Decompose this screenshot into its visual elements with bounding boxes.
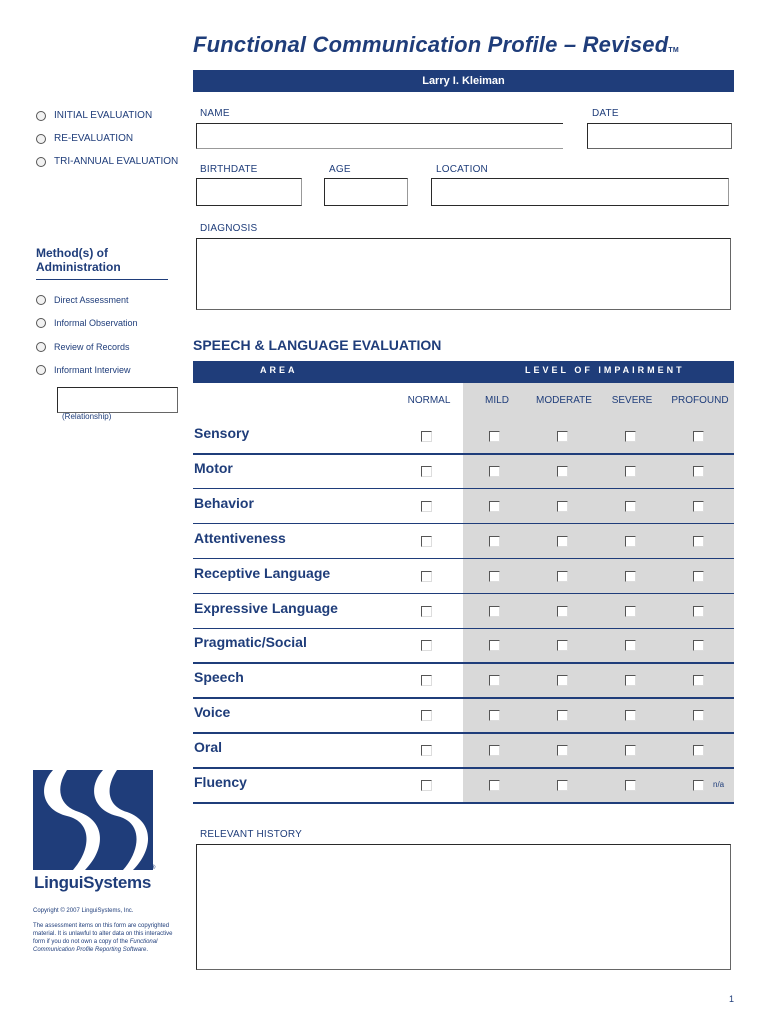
form-title-text: Functional Communication Profile – Revised	[193, 32, 669, 57]
checkbox-normal[interactable]	[421, 675, 432, 686]
checkbox-normal[interactable]	[421, 466, 432, 477]
checkbox-normal[interactable]	[421, 710, 432, 721]
radio-circle-icon[interactable]	[36, 365, 46, 375]
checkbox-severe[interactable]	[625, 466, 636, 477]
birthdate-label: BIRTHDATE	[200, 164, 258, 175]
row-label: Motor	[194, 459, 233, 476]
radio-circle-icon[interactable]	[36, 134, 46, 144]
checkbox-mild[interactable]	[489, 640, 500, 651]
diagnosis-label: DIAGNOSIS	[200, 223, 258, 234]
copyright-notice	[33, 922, 173, 954]
checkbox-moderate[interactable]	[557, 466, 568, 477]
brand-name-text: LinguiSystems	[34, 873, 152, 892]
location-field[interactable]	[431, 178, 729, 206]
radio-circle-icon[interactable]	[36, 342, 46, 352]
radio-label: RE-EVALUATION	[54, 133, 134, 144]
checkbox-moderate[interactable]	[557, 780, 568, 791]
date-field[interactable]	[587, 123, 732, 149]
checkbox-profound[interactable]	[693, 571, 704, 582]
radio-label: TRI-ANNUAL EVALUATION	[54, 156, 179, 167]
diagnosis-field[interactable]	[196, 238, 731, 310]
row-divider	[193, 453, 734, 455]
checkbox-severe[interactable]	[625, 710, 636, 721]
checkbox-moderate[interactable]	[557, 745, 568, 756]
checkbox-mild[interactable]	[489, 675, 500, 686]
checkbox-severe[interactable]	[625, 675, 636, 686]
row-divider	[193, 488, 734, 490]
checkbox-mild[interactable]	[489, 501, 500, 512]
checkbox-normal[interactable]	[421, 745, 432, 756]
checkbox-severe[interactable]	[625, 501, 636, 512]
checkbox-mild[interactable]	[489, 606, 500, 617]
checkbox-normal[interactable]	[421, 571, 432, 582]
author-band: Larry I. Kleiman	[193, 70, 734, 92]
row-label: Oral	[194, 739, 223, 756]
radio-informal-observation[interactable]	[36, 318, 138, 328]
name-label: NAME	[200, 108, 230, 119]
radio-circle-icon[interactable]	[36, 318, 46, 328]
radio-direct-assessment[interactable]	[36, 295, 129, 305]
copyright-text: Copyright © 2007 LinguiSystems, Inc.	[33, 908, 134, 914]
radio-tri-annual-evaluation[interactable]	[36, 156, 178, 167]
notice-part-2: Functional Communication Profile Reporting Software	[33, 939, 158, 953]
methods-heading	[36, 246, 168, 280]
column-moderate: MODERATE	[536, 395, 592, 406]
date-label: DATE	[592, 108, 619, 119]
methods-heading-line1: Method(s) of	[36, 246, 108, 260]
checkbox-profound[interactable]	[693, 466, 704, 477]
checkbox-normal[interactable]	[421, 501, 432, 512]
name-field[interactable]	[196, 123, 563, 149]
checkbox-profound[interactable]	[693, 501, 704, 512]
checkbox-profound[interactable]	[693, 640, 704, 651]
checkbox-mild[interactable]	[489, 571, 500, 582]
row-label: Fluency	[194, 774, 247, 790]
row-label: Voice	[194, 704, 231, 721]
checkbox-moderate[interactable]	[557, 431, 568, 442]
checkbox-profound[interactable]	[693, 675, 704, 686]
area-header: AREA	[260, 365, 298, 375]
relationship-field[interactable]	[57, 387, 178, 413]
checkbox-moderate[interactable]	[557, 606, 568, 617]
notice-part-3: .	[146, 947, 149, 953]
checkbox-severe[interactable]	[625, 640, 636, 651]
row-label: Pragmatic/Social	[194, 634, 307, 651]
notice-part-1: The assessment items on this form are copyrighted material. It is unlawful to alter data on this interactive form if you do not own a copy of the	[33, 923, 173, 945]
row-divider	[193, 523, 734, 525]
checkbox-profound[interactable]	[693, 431, 704, 442]
row-divider	[193, 732, 734, 734]
column-mild: MILD	[485, 395, 509, 406]
relevant-history-label: RELEVANT HISTORY	[200, 829, 302, 840]
section-heading: SPEECH & LANGUAGE EVALUATION	[193, 337, 442, 353]
checkbox-mild[interactable]	[489, 536, 500, 547]
methods-heading-line2: Administration	[36, 260, 121, 274]
column-normal: NORMAL	[407, 395, 451, 406]
radio-informant-interview[interactable]	[36, 365, 131, 375]
table-header-band	[193, 361, 734, 383]
row-divider	[193, 628, 734, 630]
checkbox-mild[interactable]	[489, 780, 500, 791]
column-severe: SEVERE	[611, 395, 653, 406]
checkbox-normal[interactable]	[421, 640, 432, 651]
checkbox-normal[interactable]	[421, 780, 432, 791]
birthdate-field[interactable]	[196, 178, 302, 206]
checkbox-normal[interactable]	[421, 431, 432, 442]
row-divider	[193, 558, 734, 560]
checkbox-severe[interactable]	[625, 606, 636, 617]
age-label: AGE	[329, 164, 351, 175]
checkbox-mild[interactable]	[489, 745, 500, 756]
row-divider	[193, 662, 734, 664]
checkbox-profound[interactable]	[693, 606, 704, 617]
checkbox-normal[interactable]	[421, 536, 432, 547]
brand-name	[34, 865, 156, 893]
radio-re-evaluation[interactable]	[36, 133, 133, 144]
checkbox-moderate[interactable]	[557, 675, 568, 686]
radio-initial-evaluation[interactable]	[36, 110, 152, 121]
radio-label: Direct Assessment	[54, 295, 129, 305]
relationship-label: (Relationship)	[62, 412, 112, 421]
relevant-history-field[interactable]	[196, 844, 731, 970]
checkbox-profound[interactable]	[693, 780, 704, 791]
radio-label: INITIAL EVALUATION	[54, 110, 153, 121]
checkbox-moderate[interactable]	[557, 710, 568, 721]
checkbox-normal[interactable]	[421, 606, 432, 617]
radio-circle-icon[interactable]	[36, 157, 46, 167]
trademark-mark: TM	[668, 47, 679, 54]
checkbox-severe[interactable]	[625, 745, 636, 756]
radio-label: Informant Interview	[54, 365, 131, 375]
checkbox-severe[interactable]	[625, 536, 636, 547]
row-divider	[193, 593, 734, 595]
radio-review-of-records[interactable]	[36, 342, 130, 352]
checkbox-severe[interactable]	[625, 431, 636, 442]
row-divider	[193, 767, 734, 769]
row-label: Receptive Language	[194, 564, 331, 581]
checkbox-moderate[interactable]	[557, 640, 568, 651]
row-label: Expressive Language	[194, 599, 338, 616]
radio-label: Informal Observation	[54, 318, 138, 328]
row-label: Attentiveness	[194, 529, 286, 546]
page-number: 1	[729, 994, 735, 1004]
row-label: Behavior	[194, 494, 254, 511]
checkbox-moderate[interactable]	[557, 536, 568, 547]
radio-circle-icon[interactable]	[36, 111, 46, 121]
radio-circle-icon[interactable]	[36, 295, 46, 305]
checkbox-profound[interactable]	[693, 536, 704, 547]
checkbox-profound[interactable]	[693, 745, 704, 756]
checkbox-severe[interactable]	[625, 780, 636, 791]
column-profound: PROFOUND	[671, 395, 729, 406]
checkbox-severe[interactable]	[625, 571, 636, 582]
checkbox-mild[interactable]	[489, 710, 500, 721]
checkbox-profound[interactable]	[693, 710, 704, 721]
row-label: Speech	[194, 669, 244, 686]
row-divider	[193, 697, 734, 699]
na-label: n/a	[713, 780, 725, 789]
checkbox-mild[interactable]	[489, 431, 500, 442]
age-field[interactable]	[324, 178, 408, 206]
registered-mark: ®	[151, 865, 156, 871]
checkbox-moderate[interactable]	[557, 571, 568, 582]
location-label: LOCATION	[436, 164, 488, 175]
form-title	[193, 32, 679, 58]
row-label: Sensory	[194, 425, 250, 441]
linguisystems-logo	[33, 770, 156, 871]
radio-label: Review of Records	[54, 342, 130, 352]
checkbox-moderate[interactable]	[557, 501, 568, 512]
checkbox-mild[interactable]	[489, 466, 500, 477]
row-divider	[193, 802, 734, 804]
level-header: LEVEL OF IMPAIRMENT	[525, 365, 685, 375]
